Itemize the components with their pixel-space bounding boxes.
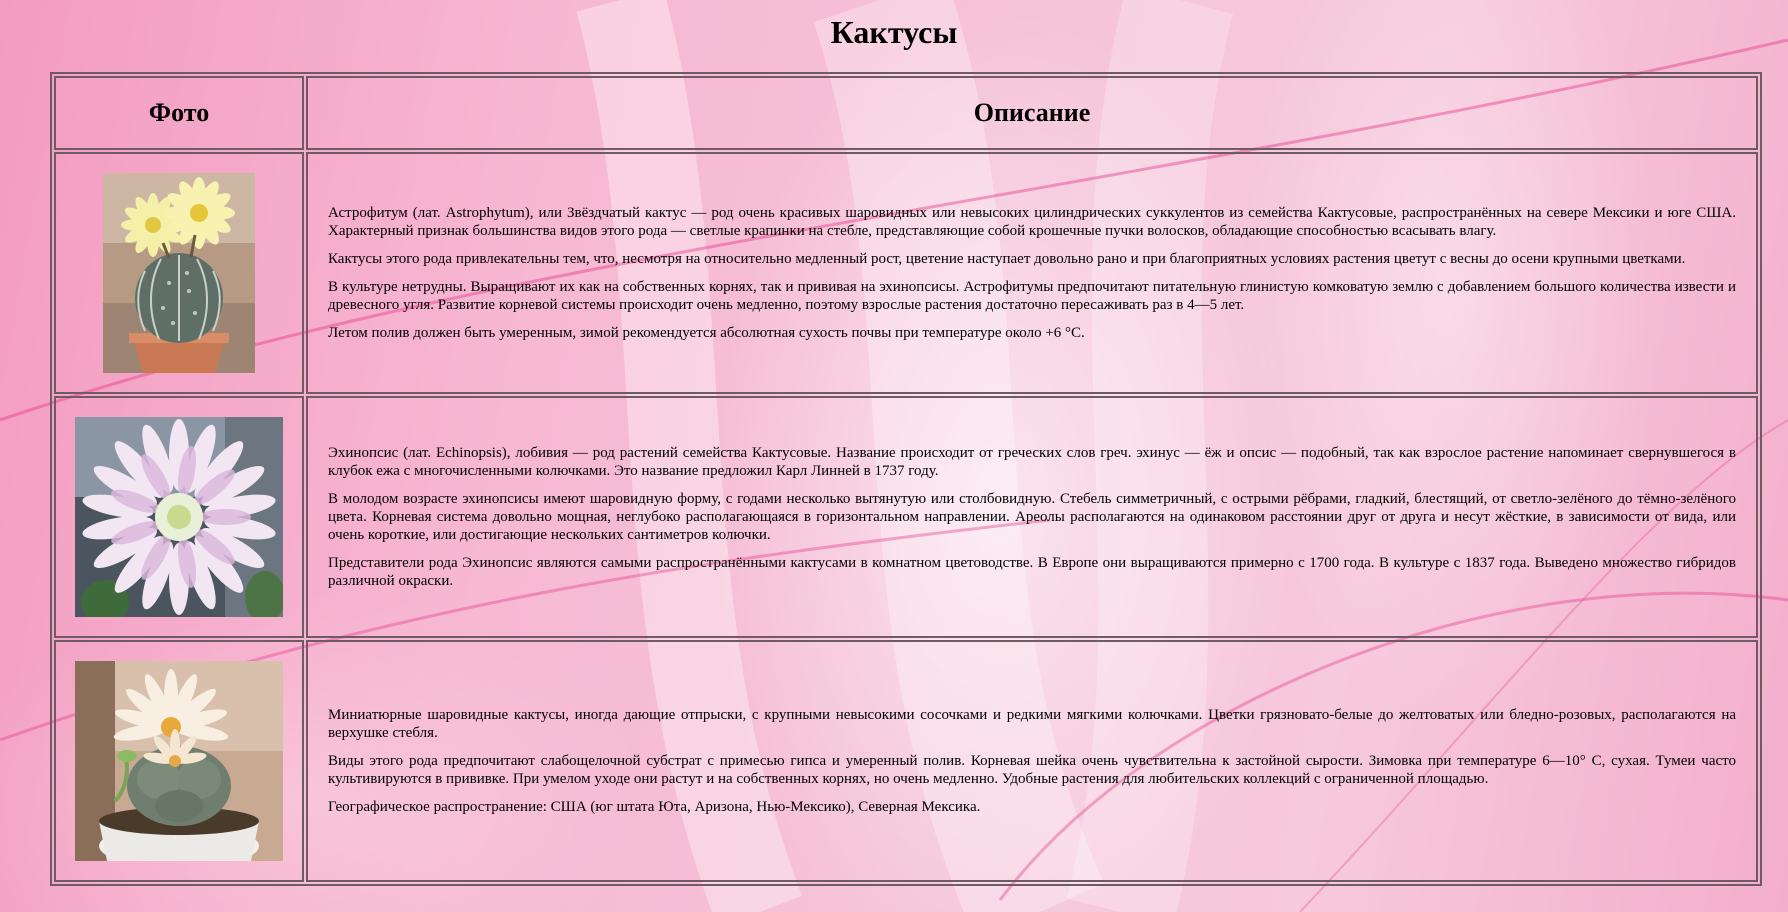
description-cell xyxy=(306,640,1758,882)
cactus-table xyxy=(50,72,1762,886)
page-title: Кактусы xyxy=(830,14,958,50)
header-description: Описание xyxy=(306,76,1758,150)
astrophytum-photo xyxy=(103,173,255,373)
description-cell xyxy=(306,152,1758,394)
description-paragraph: Астрофитум (лат. Astrophytum), или Звёздчатый кактус — род очень красивых шаровидных или невысоких цилиндрических суккулентов из семейства Кактусовые, распространённых на севере Мексики и юге США. Характерный признак большинства видов этого рода — светлые крапинки на стебле, представляющие собой крошечные пучки волосков, обладающие способностью всасывать влагу. xyxy=(328,205,1736,239)
description-paragraph: Миниатюрные шаровидные кактусы, иногда дающие отпрыски, с крупными невысокими сосочками и редкими мягкими колючками. Цветки грязновато-белые до желтоватых или бледно-розовых, располагаются на верхушке стебля. xyxy=(328,707,1736,741)
table-row xyxy=(54,640,1758,882)
description-paragraph: Географическое распространение: США (юг штата Юта, Аризона, Нью-Мексико), Северная Мексика. xyxy=(328,799,981,815)
lophophora-photo xyxy=(75,661,283,861)
echinopsis-photo xyxy=(75,417,283,617)
description-paragraph: Виды этого рода предпочитают слабощелочной субстрат с примесью гипса и умеренный полив. Корневая шейка очень чувствительна к застойной сырости. Зимовка при температуре 6—10° С, сухая. Тумеи часто культивируются в прививке. При умелом уходе они растут и на собственных корнях, но очень медленно. Удобные растения для любительских коллекций с ограниченной площадью. xyxy=(328,753,1736,787)
table-header-row xyxy=(54,76,1758,150)
table-row xyxy=(54,396,1758,638)
description-paragraph: Представители рода Эхинопсис являются самыми распространёнными кактусами в комнатном цветоводстве. В Европе они выращиваются примерно с 1700 года. В культуре с 1837 года. Выведено множество гибридов различной окраски. xyxy=(328,555,1736,589)
photo-cell xyxy=(54,640,304,882)
description-cell xyxy=(306,396,1758,638)
header-photo: Фото xyxy=(54,76,304,150)
description-paragraph: Кактусы этого рода привлекательны тем, что, несмотря на относительно медленный рост, цветение наступает довольно рано и при благоприятных условиях растения цветут с весны до осени крупными цветками. xyxy=(328,251,1686,267)
photo-cell xyxy=(54,152,304,394)
description-paragraph: Летом полив должен быть умеренным, зимой рекомендуется абсолютная сухость почвы при температуре около +6 °C. xyxy=(328,325,1085,341)
description-paragraph: В культуре нетрудны. Выращивают их как на собственных корнях, так и прививая на эхинопсисы. Астрофитумы предпочитают питательную глинистую комковатую землю с добавлением большого количества извести и древесного угля. Развитие корневой системы происходит очень медленно, поэтому взрослые растения достаточно пересаживать раз в 4—5 лет. xyxy=(328,279,1736,313)
description-paragraph: В молодом возрасте эхинопсисы имеют шаровидную форму, с годами несколько вытянутую или столбовидную. Стебель симметричный, с острыми рёбрами, гладкий, блестящий, от светло-зелёного до тёмно-зелёного цвета. Корневая система довольно мощная, неглубоко располагающаяся в горизонтальном направлении. Ареолы располагаются на одинаковом расстоянии друг от друга и несут жёсткие, в зависимости от вида, или очень короткие, или достигающие нескольких сантиметров колючки. xyxy=(328,491,1736,543)
description-paragraph: Эхинопсис (лат. Echinopsis), лобивия — род растений семейства Кактусовые. Название происходит от греческих слов греч. эхинус — ёж и опсис — подобный, так как взрослое растение напоминает свернувшегося в клубок ежа с многочисленными колючками. Это название предложил Карл Линней в 1737 году. xyxy=(328,445,1736,479)
table-row xyxy=(54,152,1758,394)
photo-cell xyxy=(54,396,304,638)
